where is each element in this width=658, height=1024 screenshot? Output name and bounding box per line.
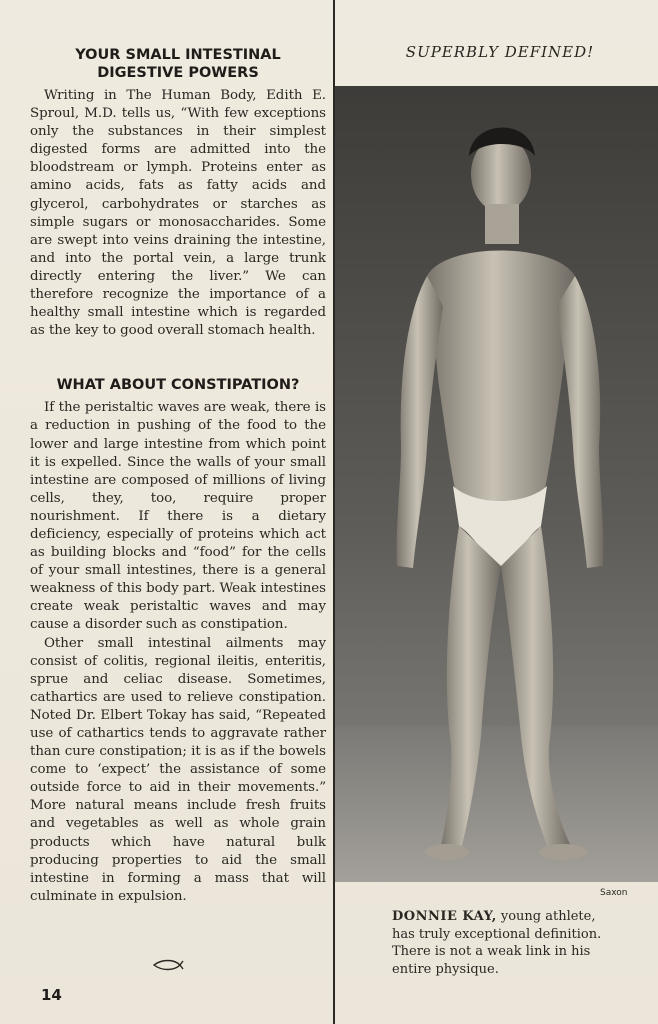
article-column: [30, 46, 326, 906]
photo-caption: [392, 908, 616, 978]
section-heading-digestive-powers: YOUR SMALL INTESTINAL DIGESTIVE POWERS: [75, 47, 281, 81]
caption-text: young athlete, has truly exceptional definition. There is not a weak link in his entire physique.: [392, 909, 602, 977]
photo-title: SUPERBLY DEFINED!: [405, 43, 595, 61]
page-number: 14: [41, 986, 62, 1004]
fish-ornament-icon: [152, 958, 184, 972]
caption-name: DONNIE KAY,: [392, 909, 497, 924]
photo-credit: Saxon: [600, 888, 628, 898]
paragraph-intestinal-ailments: Other small intestinal ailments may consist of colitis, regional ileitis, enteritis, sprue and celiac disease. Sometimes, cathartics are used to relieve constipation. Noted Dr. Elbert Tokay has said, “Repeated use of cathartics tends to aggravate rather than cure constipation; it is as if the bowels come to ‘expect’ the assistance of some outside force to aid in their movements.” More natural means include fresh fruits and vegetables as well as whole grain products which have natural bulk producing properties to aid the small intestine in forming a mass that will culminate in expulsion.: [30, 635, 326, 904]
paragraph-peristaltic-waves: If the peristaltic waves are weak, there is a reduction in pushing of the food to the lower and large intestine from which point it is expelled. Since the walls of your small intestine are composed of millions of living cells, they, too, require proper nourishment. If there is a dietary deficiency, especially of proteins which act as building blocks and “food” for the cells of your small intestines, there is a general weakness of this body part. Weak intestines create weak peristaltic waves and may cause a disorder such as constipation.: [30, 400, 326, 633]
paragraph-digestive-powers: Writing in The Human Body, Edith E. Sproul, M.D. tells us, “With few exceptions only the substances in their simplest digested forms are admitted into the bloodstream or lymph. Proteins enter as amino acids, fats as fatty acids and glycerol, carbohydrates or starches as simple sugars or monosaccharides. Some are swept into veins draining the intestine, and into the portal vein, a large trunk directly entering the liver.” We can therefore recognize the importance of a healthy small intestine which is regarded as the key to good overall stomach health.: [30, 88, 326, 339]
athlete-photo: [335, 86, 658, 882]
section-heading-constipation: WHAT ABOUT CONSTIPATION?: [56, 377, 300, 394]
